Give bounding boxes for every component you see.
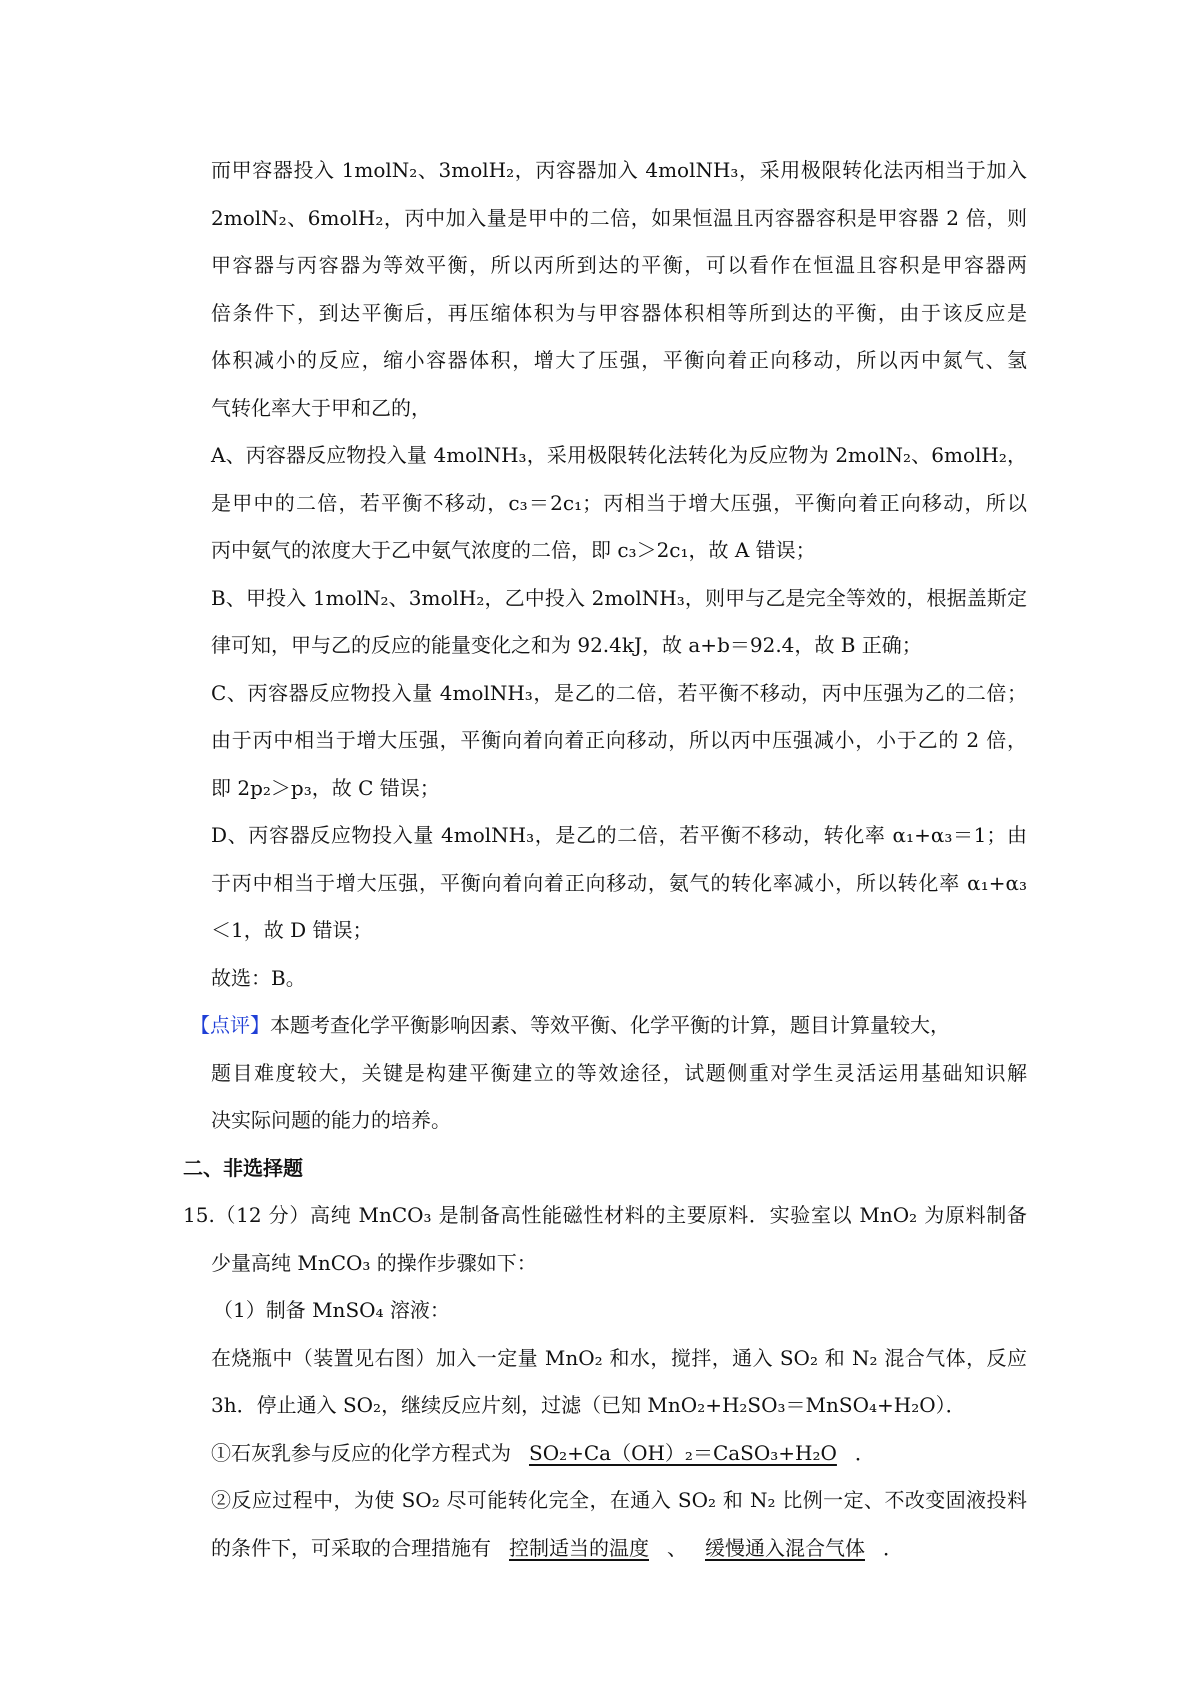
answer-blank: 缓慢通入混合气体: [705, 1535, 865, 1560]
comment-tag: 【点评】: [190, 1013, 270, 1037]
text-line: 气转化率大于甲和乙的，: [211, 395, 431, 420]
text-line: 在烧瓶中（装置见右图）加入一定量 MnO₂ 和水，搅拌，通入 SO₂ 和 N₂ 混合气体，反应: [211, 1345, 1027, 1370]
text-line: 而甲容器投入 1molN₂、3molH₂，丙容器加入 4molNH₃，采用极限转化法丙相当于加入: [211, 158, 1027, 182]
question-text: ①石灰乳参与反应的化学方程式为: [211, 1440, 511, 1465]
text-line: 3h．停止通入 SO₂，继续反应片刻，过滤（已知 MnO₂+H₂SO₃＝MnSO₄+H₂O）．: [211, 1393, 966, 1417]
text-line: 丙中氨气的浓度大于乙中氨气浓度的二倍，即 c₃＞2c₁，故 A 错误；: [211, 538, 816, 562]
section-title: 二、非选择题: [183, 1155, 303, 1180]
comment-line: 题目难度较大，关键是构建平衡建立的等效途径，试题侧重对学生灵活运用基础知识解: [211, 1060, 1027, 1085]
text-line: 甲容器与丙容器为等效平衡，所以丙所到达的平衡，可以看作在恒温且容积是甲容器两: [211, 253, 1027, 277]
text-line: 倍条件下，到达平衡后，再压缩体积为与甲容器体积相等所到达的平衡，由于该反应是: [211, 300, 1027, 325]
text-line: 由于丙中相当于增大压强，平衡向着向着正向移动，所以丙中压强减小，小于乙的 2 倍，: [211, 728, 1027, 752]
question-15-line: 15.（12 分）高纯 MnCO₃ 是制备高性能磁性材料的主要原料．实验室以 MnO₂ 为原料制备: [183, 1203, 1027, 1227]
option-a-line: A、丙容器反应物投入量 4molNH₃，采用极限转化法转化为反应物为 2molN₂、6molH₂，: [211, 443, 1027, 467]
text-line: 少量高纯 MnCO₃ 的操作步骤如下：: [211, 1250, 537, 1275]
text-line: 是甲中的二倍，若平衡不移动，c₃＝2c₁；丙相当于增大压强，平衡向着正向移动，所以: [211, 490, 1027, 515]
answer-blank: 控制适当的温度: [509, 1535, 649, 1560]
text-line: 2molN₂、6molH₂，丙中加入量是甲中的二倍，如果恒温且丙容器容积是甲容器 2 倍，则: [211, 205, 1027, 230]
comment-line: 决实际问题的能力的培养。: [211, 1108, 451, 1132]
option-c-line: C、丙容器反应物投入量 4molNH₃，是乙的二倍，若平衡不移动，丙中压强为乙的二倍；: [211, 680, 1027, 705]
question-2-line: ②反应过程中，为使 SO₂ 尽可能转化完全，在通入 SO₂ 和 N₂ 比例一定、不改变固液投料: [211, 1488, 1027, 1512]
answer-blank: SO₂+Ca（OH）₂＝CaSO₃+H₂O: [529, 1440, 837, 1465]
option-d-line: D、丙容器反应物投入量 4molNH₃，是乙的二倍，若平衡不移动，转化率 α₁+α₃＝1；由: [211, 823, 1027, 847]
answer-line: 故选：B。: [211, 965, 306, 990]
text-line: 于丙中相当于增大压强，平衡向着向着正向移动，氨气的转化率减小，所以转化率 α₁+α₃: [211, 870, 1027, 895]
punctuation: ．: [854, 1440, 875, 1465]
question-1-line: [211, 1430, 1027, 1478]
question-2-answer-line: [211, 1525, 1027, 1573]
punctuation: ．: [883, 1535, 903, 1560]
text-line: 律可知，甲与乙的反应的能量变化之和为 92.4kJ，故 a+b＝92.4，故 B 正确；: [211, 633, 922, 657]
separator: 、: [667, 1535, 687, 1560]
comment-line: [190, 1002, 1027, 1050]
option-b-line: B、甲投入 1molN₂、3molH₂，乙中投入 2molNH₃，则甲与乙是完全等效的，根据盖斯定: [211, 585, 1027, 610]
subquestion-1: （1）制备 MnSO₄ 溶液：: [213, 1298, 450, 1322]
text-line: ＜1，故 D 错误；: [211, 918, 373, 942]
comment-text: 本题考查化学平衡影响因素、等效平衡、化学平衡的计算，题目计算量较大，: [270, 1013, 950, 1037]
question-text: 的条件下，可采取的合理措施有: [211, 1535, 491, 1560]
text-line: 体积减小的反应，缩小容器体积，增大了压强，平衡向着正向移动，所以丙中氮气、氢: [211, 348, 1027, 372]
text-line: 即 2p₂＞p₃，故 C 错误；: [211, 775, 440, 800]
